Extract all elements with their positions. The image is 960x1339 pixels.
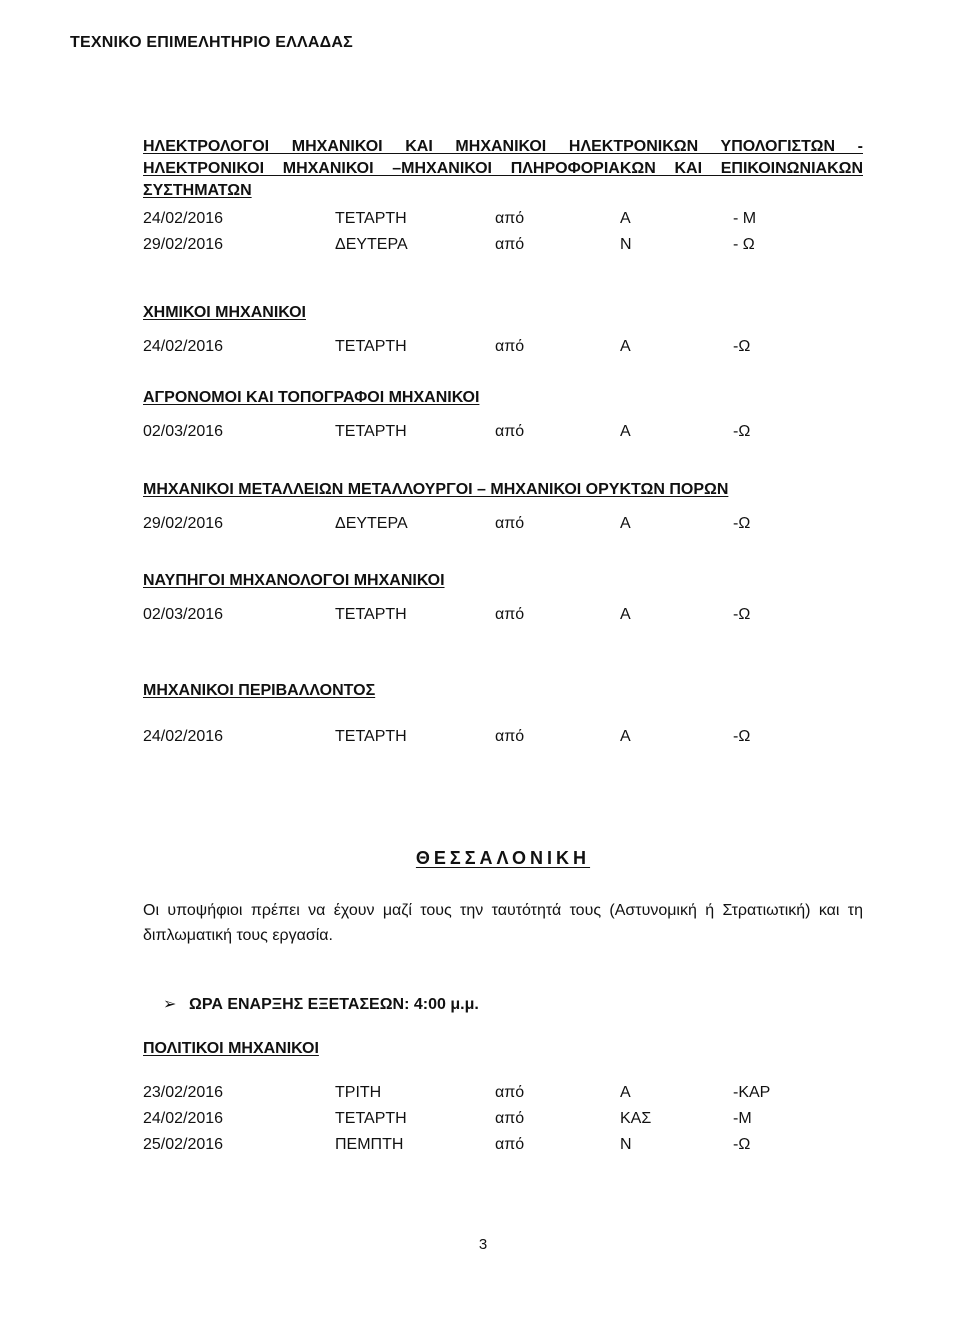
section-chemical-engineers [143, 302, 863, 360]
exam-date: 24/02/2016 [143, 1110, 224, 1127]
from-label: από [495, 1136, 525, 1153]
exam-day: ΤΕΤΑΡΤΗ [335, 210, 407, 227]
schedule-row [143, 206, 863, 232]
section-title: ΜΗΧΑΝΙΚΟΙ ΠΕΡΙΒΑΛΛΟΝΤΟΣ [143, 682, 376, 699]
section-electrical-engineers [143, 136, 863, 258]
city-heading: ΘΕΣΣΑΛΟΝΙΚΗ [415, 848, 591, 868]
schedule-row [143, 1132, 863, 1158]
schedule-row [143, 1080, 863, 1106]
section-title: ΝΑΥΠΗΓΟΙ ΜΗΧΑΝΟΛΟΓΟΙ ΜΗΧΑΝΙΚΟΙ [143, 572, 445, 589]
notice-text: Οι υποψήφιοι πρέπει να έχουν μαζί τους την ταυτότητά τους (Αστυνομική ή Στρατιωτική) και τη διπλωματική τους εργασία. [143, 902, 863, 944]
exam-day: ΤΕΤΑΡΤΗ [335, 338, 407, 355]
from-label: από [495, 210, 525, 227]
schedule-row [143, 232, 863, 258]
section-title: ΗΛΕΚΤΡΟΛΟΓΟΙ ΜΗΧΑΝΙΚΟΙ ΚΑΙ ΜΗΧΑΝΙΚΟΙ ΗΛΕΚΤΡΟΝΙΚΩΝ ΥΠΟΛΟΓΙΣΤΩΝ - ΗΛΕΚΤΡΟΝΙΚΟΙ ΜΗΧΑΝΙΚΟΙ –ΜΗΧΑΝΙΚΟΙ ΠΛΗΡΟΦΟΡΙΑΚΩΝ ΚΑΙ ΕΠΙΚΟΙΝΩΝΙΑΚΩΝ ΣΥΣΤΗΜΑΤΩΝ [143, 138, 863, 199]
exam-date: 02/03/2016 [143, 423, 224, 440]
exam-day: ΤΕΤΑΡΤΗ [335, 1110, 407, 1127]
from-label: από [495, 423, 525, 440]
exam-date: 25/02/2016 [143, 1136, 224, 1153]
surname-end: -ΚΑΡ [733, 1084, 771, 1101]
section-title: ΧΗΜΙΚΟΙ ΜΗΧΑΝΙΚΟΙ [143, 304, 306, 321]
surname-end: - Μ [733, 210, 757, 227]
exam-day: ΤΕΤΑΡΤΗ [335, 423, 407, 440]
schedule-row [143, 334, 863, 360]
surname-start: Α [620, 338, 631, 355]
surname-start: Α [620, 423, 631, 440]
schedule-row [143, 511, 863, 537]
exam-date: 24/02/2016 [143, 210, 224, 227]
surname-end: -Ω [733, 728, 751, 745]
section-title: ΠΟΛΙΤΙΚΟΙ ΜΗΧΑΝΙΚΟΙ [143, 1040, 319, 1057]
surname-start: Α [620, 1084, 631, 1101]
start-time-label: ΩΡΑ ΕΝΑΡΞΗΣ ΕΞΕΤΑΣΕΩΝ: 4:00 μ.μ. [189, 996, 479, 1013]
surname-start: Ν [620, 236, 632, 253]
exam-date: 24/02/2016 [143, 728, 224, 745]
exam-date: 29/02/2016 [143, 236, 224, 253]
section-title: ΜΗΧΑΝΙΚΟΙ ΜΕΤΑΛΛΕΙΩΝ ΜΕΤΑΛΛΟΥΡΓΟΙ – ΜΗΧΑΝΙΚΟΙ ΟΡΥΚΤΩΝ ΠΟΡΩΝ [143, 481, 729, 498]
exam-day: ΤΡΙΤΗ [335, 1084, 382, 1101]
exam-day: ΤΕΤΑΡΤΗ [335, 728, 407, 745]
surname-start: Α [620, 606, 631, 623]
surname-end: -Ω [733, 515, 751, 532]
from-label: από [495, 338, 525, 355]
section-environmental-engineers [143, 680, 863, 750]
section-title: ΑΓΡΟΝΟΜΟΙ ΚΑΙ ΤΟΠΟΓΡΑΦΟΙ ΜΗΧΑΝΙΚΟΙ [143, 389, 480, 406]
surname-end: - Ω [733, 236, 755, 253]
from-label: από [495, 515, 525, 532]
surname-start: Α [620, 728, 631, 745]
schedule-row [143, 724, 863, 750]
schedule-row [143, 602, 863, 628]
surname-end: -Ω [733, 423, 751, 440]
surname-start: Α [620, 210, 631, 227]
exam-date: 23/02/2016 [143, 1084, 224, 1101]
exam-date: 02/03/2016 [143, 606, 224, 623]
from-label: από [495, 728, 525, 745]
surname-end: -Ω [733, 1136, 751, 1153]
exam-date: 29/02/2016 [143, 515, 224, 532]
section-civil-engineers [143, 1038, 863, 1158]
exam-day: ΤΕΤΑΡΤΗ [335, 606, 407, 623]
exam-day: ΠΕΜΠΤΗ [335, 1136, 404, 1153]
schedule-row [143, 419, 863, 445]
organization-header: ΤΕΧΝΙΚΟ ΕΠΙΜΕΛΗΤΗΡΙΟ ΕΛΛΑΔΑΣ [70, 34, 353, 51]
arrow-bullet-icon: ➢ [163, 996, 177, 1013]
exam-start-time [163, 994, 479, 1014]
surname-end: -Ω [733, 338, 751, 355]
exam-day: ΔΕΥΤΕΡΑ [335, 515, 408, 532]
from-label: από [495, 1084, 525, 1101]
page-number: 3 [478, 1236, 488, 1253]
surname-start: Ν [620, 1136, 632, 1153]
from-label: από [495, 236, 525, 253]
surname-start: Α [620, 515, 631, 532]
surname-end: -Ω [733, 606, 751, 623]
exam-date: 24/02/2016 [143, 338, 224, 355]
section-surveying-engineers [143, 387, 863, 445]
section-naval-engineers [143, 570, 863, 628]
from-label: από [495, 1110, 525, 1127]
from-label: από [495, 606, 525, 623]
schedule-row [143, 1106, 863, 1132]
surname-end: -Μ [733, 1110, 752, 1127]
surname-start: ΚΑΣ [620, 1110, 652, 1127]
section-mining-engineers [143, 479, 863, 537]
exam-day: ΔΕΥΤΕΡΑ [335, 236, 408, 253]
